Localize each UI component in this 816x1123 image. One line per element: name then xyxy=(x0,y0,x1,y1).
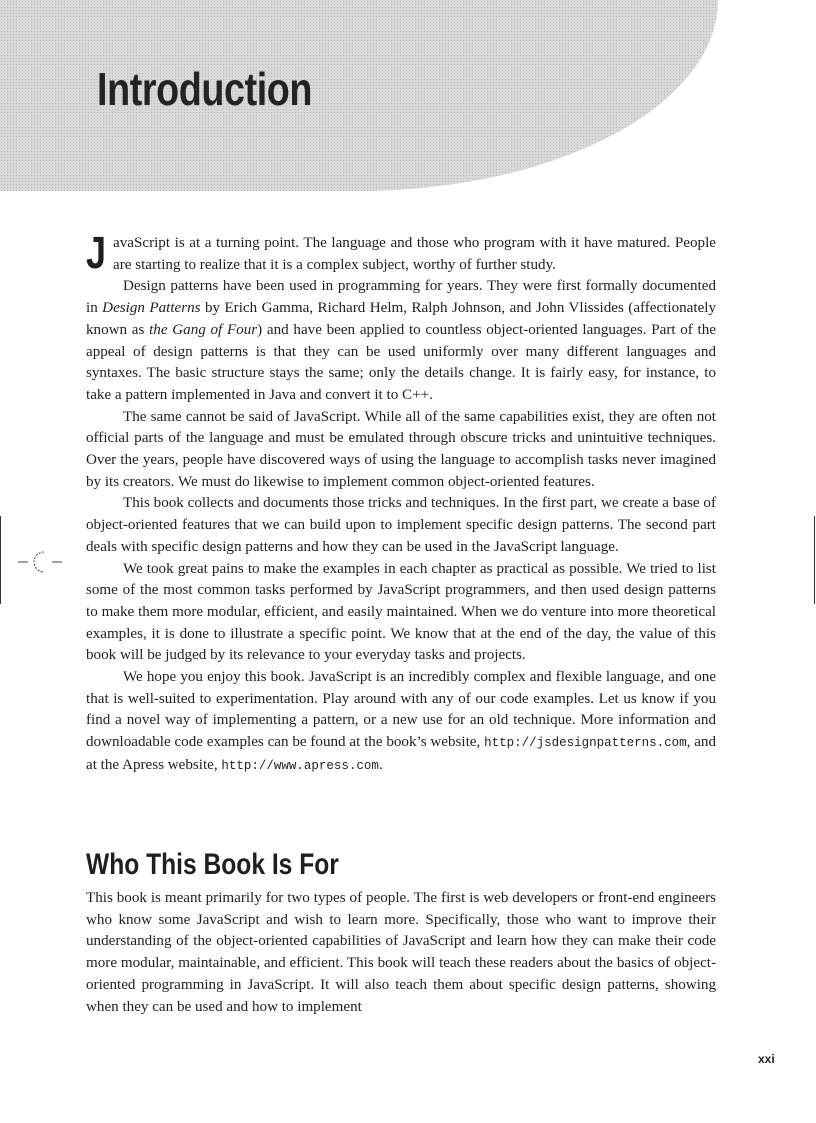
book-title-design-patterns: Design Patterns xyxy=(102,300,201,317)
intro-p6-text-b: , and at the Apress website, xyxy=(86,734,716,773)
gang-of-four: the Gang of Four xyxy=(149,321,258,338)
section-paragraph-1: This book is meant primarily for two types of people. The first is web developers or front-end engineers who know some JavaScript and wish to learn more. Specifically, those who want to improve their understanding of the object-oriented capabilities of JavaScript and learn how they can make their code more modular, maintainable, and efficient. This book will teach these readers about the basics of object-oriented programming in JavaScript. It will also teach them about specific design patterns, showing when they can be used and how to implement xyxy=(86,890,716,1015)
intro-body xyxy=(86,227,717,778)
intro-paragraph-6 xyxy=(86,667,716,778)
chapter-title: Introduction xyxy=(97,63,313,115)
intro-paragraph-1 xyxy=(86,227,716,278)
intro-p2-text-c: ) and have been applied to countless object-oriented languages. Part of the appeal of design patterns is that they can be used uniformly over many different languages and syntaxes. The basic structure stays the same; only the details change. It is fairly easy, for instance, to take a pattern implemented in Java and convert it to C++. xyxy=(86,321,716,403)
intro-p2-text-a: Design patterns have been used in programming for years. They were first formally documented in xyxy=(86,278,716,317)
intro-paragraph-1-text: avaScript is at a turning point. The language and those who program with it have matured. People are starting to realize that it is a complex subject, worthy of further study. xyxy=(113,235,716,273)
intro-p6-text-c: . xyxy=(378,756,383,773)
left-trim-mark xyxy=(0,516,1,604)
website-url-jsdesignpatterns: http://jsdesignpatterns.com xyxy=(484,736,687,751)
intro-paragraph-4: This book collects and documents those tricks and techniques. In the first part, we create a base of object-oriented features that we can build upon to implement specific design patterns. The second part deals with specific design patterns and how they can be used in the JavaScript language. xyxy=(86,495,716,555)
website-url-apress: http://www.apress.com xyxy=(221,758,379,773)
intro-paragraph-2 xyxy=(86,276,716,406)
registration-mark-icon xyxy=(18,548,62,576)
intro-paragraph-5: We took great pains to make the examples in each chapter as practical as possible. We tried to list some of the most common tasks performed by JavaScript programmers, and then used design patterns to make them more modular, efficient, and easily maintained. When we do venture into more theoretical examples, it is done to illustrate a specific point. We know that at the end of the day, the value of this book will be judged by its relevance to your everyday tasks and projects. xyxy=(86,560,716,664)
intro-p6-text-a: We hope you enjoy this book. JavaScript is an incredibly complex and flexible language, and one that is well-suited to experimentation. Play around with any of our code examples. Let us know if you find a novel way of implementing a pattern, or a new use for an old technique. More information and downloadable code examples can be found at the book’s website, xyxy=(86,669,716,751)
right-trim-mark xyxy=(814,516,815,604)
section-body xyxy=(86,888,716,1018)
drop-cap: J xyxy=(86,227,107,278)
intro-p2-text-b: by Erich Gamma, Richard Helm, Ralph Johnson, and John Vlissides (affectionately known as xyxy=(86,300,717,338)
section-heading-who-this-book-is-for: Who This Book Is For xyxy=(86,848,339,881)
page-number: xxi xyxy=(758,1052,775,1066)
intro-paragraph-3: The same cannot be said of JavaScript. While all of the same capabilities exist, they are often not official parts of the language and must be emulated through obscure tricks and unintuitive techniques. Over the years, people have discovered ways of using the language to accomplish tasks never imagined by its creators. We must do likewise to implement common object-oriented features. xyxy=(86,408,716,490)
